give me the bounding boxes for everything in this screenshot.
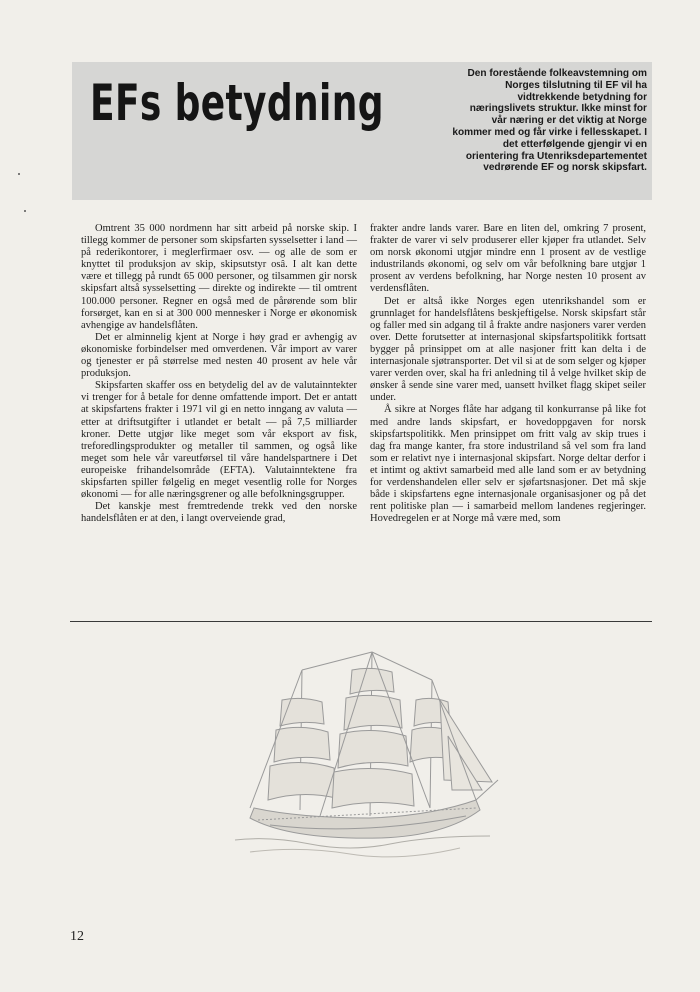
sailing-ship-icon [230,640,500,870]
left-column [81,223,357,525]
body-paragraph: frakter andre lands varer. Bare en liten del, omkring 7 prosent, frakter de varer vi selv produserer eller kjøper fra utlandet. Selv om norsk økonomi utgjør mindre enn 1 prosent av de vestlige industrilands økonomi, og selv om vår befolkning bare utgjør 1 prosent av verdens befolkning, har Norge nesten 10 prosent av verdensflåten. [370,223,646,295]
section-divider [70,621,652,622]
body-paragraph: Skipsfarten skaffer oss en betydelig del av de valutainntekter vi trenger for å betale for denne omfattende import. Det er antatt at skipsfartens frakter i 1971 vil gi en netto inngang av valuta — etter at driftsutgifter i utlandet er betalt — på 7,5 milliarder kroner. Dette utgjør like meget som vår eksport av fisk, treforedlingsprodukter og metaller til sammen, og også like meget som hele vår vareutførsel til våre handelspartnere i Det europeiske frihandelsområde (EFTA). Valutainntektene fra skipsfarten spiller følgelig en meget vesentlig rolle for Norges økonomi — for alle næringsgrener og alle befolkningsgrupper. [81,380,357,501]
page-number: 12 [70,929,84,944]
print-speck [24,210,26,212]
print-speck [18,173,20,175]
body-paragraph: Det er alminnelig kjent at Norge i høy grad er avhengig av økonomiske forbindelser med omverdenen. Vår import av varer og tjenester er på størrelse med nesten 40 prosent av hele vår produksjon. [81,331,357,380]
body-paragraph: Omtrent 35 000 nordmenn har sitt arbeid på norske skip. I tillegg kommer de personer som skipsfarten sysselsetter i land — på rederikontorer, i meglerfirmaer osv. — og alle de som er knyttet til produksjon av skip, skipsutstyr osâ. I alt kan dette være et tillegg på rundt 65 000 personer, og tilsammen gir norsk skipsfart altså sysselsetting — direkte og indirekte — til omtrent 100.000 personer. Regner en også med de pårørende som blir forsørget, kan en si at 300 000 mennesker i Norge er økonomisk avhengige av handelsflåten. [81,223,357,331]
body-paragraph: Det kanskje mest fremtredende trekk ved den norske handelsflåten er at den, i langt overveiende grad, [81,501,357,525]
body-paragraph: Det er altså ikke Norges egen utenrikshandel som er grunnlaget for handelsflåtens beskjeftigelse. Norsk skipsfart står og faller med sin adgang til å frakte andre nasjoners varer verden over. Dette forutsetter at internasjonal skipsfartspolitikk fortsatt bygger på prinsippet om at alle nasjoner fritt kan delta i de internasjonale sjøtransporter. Det vil si at de som selger og kjøper varer verden over, skal ha fri anledning til å velge hvilket skip de ønsker å sende sine varer med, uansett hvilket flagg skipet seiler under. [370,295,646,404]
body-paragraph: Å sikre at Norges flåte har adgang til konkurranse på like fot med andre lands skipsfart, er hovedoppgaven for norsk skipsfartspolitikk. Men prinsippet om fritt valg av skip trues i dag fra mange kanter, fra store industriland så vel som fra land som er relativt nye i internasjonal skipsfart. Norge deltar derfor i et intimt og aktivt samarbeid med alle land som er av betydning for verdenshandelen eller selv er sjøfartsnasjoner. Det må skje både i skipsfartens egne internasjonale organisasjoner og på det rent politiske plan — i samarbeid mellom landenes regjeringer. Hovedregelen er at Norge må være med, som [370,404,646,525]
lead-paragraph: Den forestående folkeavstemning om Norges tilslutning til EF vil ha vidtrekkende betydning for næringslivets struktur. Ikke minst for vår næring er det viktig at Norge kommer med og får virke i fellesskapet. I det etterfølgende gjengir vi en orientering fra Utenriksdepartementet vedrørende EF og norsk skipsfart. [452,68,647,174]
page-title: EFs betydning [90,74,384,132]
right-column [370,223,646,525]
